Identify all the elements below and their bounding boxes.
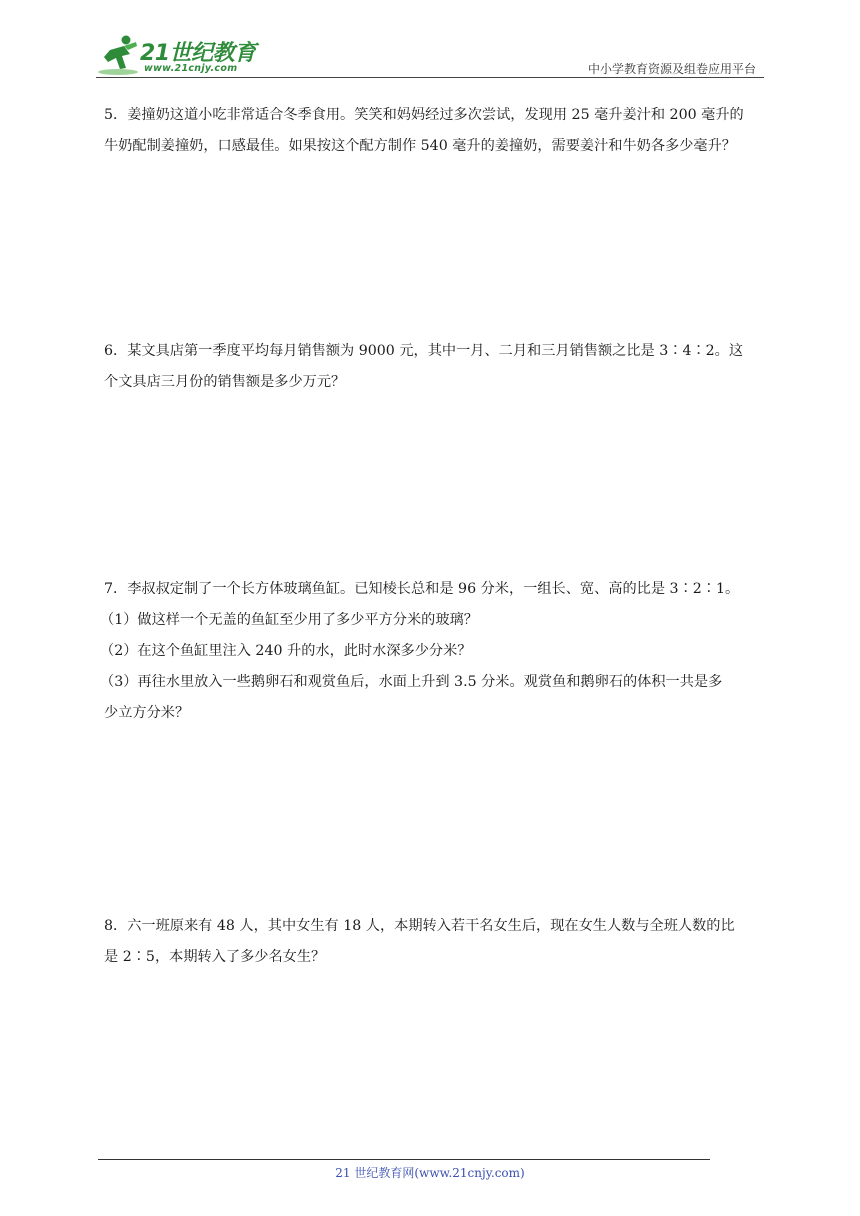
question-line: 牛奶配制姜撞奶，口感最佳。如果按这个配方制作 540 毫升的姜撞奶，需要姜汁和牛奶各多少毫升？	[104, 138, 736, 154]
question-line: 8．六一班原来有 48 人，其中女生有 18 人，本期转入若干名女生后，现在女生人数与全班人数的比	[104, 918, 735, 934]
question-line: 个文具店三月份的销售额是多少万元？	[104, 374, 346, 390]
question-subpart-3: （3）再往水里放入一些鹅卵石和观赏鱼后，水面上升到 3.5 分米。观赏鱼和鹅卵石的体积一共是多	[100, 674, 723, 690]
runner-logo-icon	[96, 32, 140, 78]
question-8	[104, 911, 764, 973]
footer-divider	[98, 1159, 710, 1160]
question-line: 6．某文具店第一季度平均每月销售额为 9000 元，其中一月、二月和三月销售额之比是 3∶4∶2。这	[104, 343, 744, 359]
question-6	[104, 336, 764, 398]
platform-text: 中小学教育资源及组卷应用平台	[587, 62, 756, 76]
question-5	[104, 100, 764, 162]
footer-link[interactable]: 21 世纪教育网(www.21cnjy.com)	[335, 1166, 525, 1180]
question-line: 是 2∶5，本期转入了多少名女生？	[104, 949, 326, 965]
question-line: 少立方分米？	[104, 705, 190, 721]
question-7	[100, 574, 764, 729]
question-subpart-1: （1）做这样一个无盖的鱼缸至少用了多少平方分米的玻璃？	[100, 612, 478, 628]
logo-wordmark: 21世纪教育	[140, 41, 256, 66]
logo	[96, 32, 266, 78]
header-divider	[96, 77, 764, 78]
question-subpart-2: （2）在这个鱼缸里注入 240 升的水，此时水深多少分米？	[100, 643, 472, 659]
logo-url: www.21cnjy.com	[144, 63, 238, 74]
question-line: 5．姜撞奶这道小吃非常适合冬季食用。笑笑和妈妈经过多次尝试，发现用 25 毫升姜汁和 200 毫升的	[104, 107, 744, 123]
page-header	[96, 32, 764, 80]
question-line: 7．李叔叔定制了一个长方体玻璃鱼缸。已知棱长总和是 96 分米，一组长、宽、高的比是 3∶2∶1。	[104, 581, 740, 597]
